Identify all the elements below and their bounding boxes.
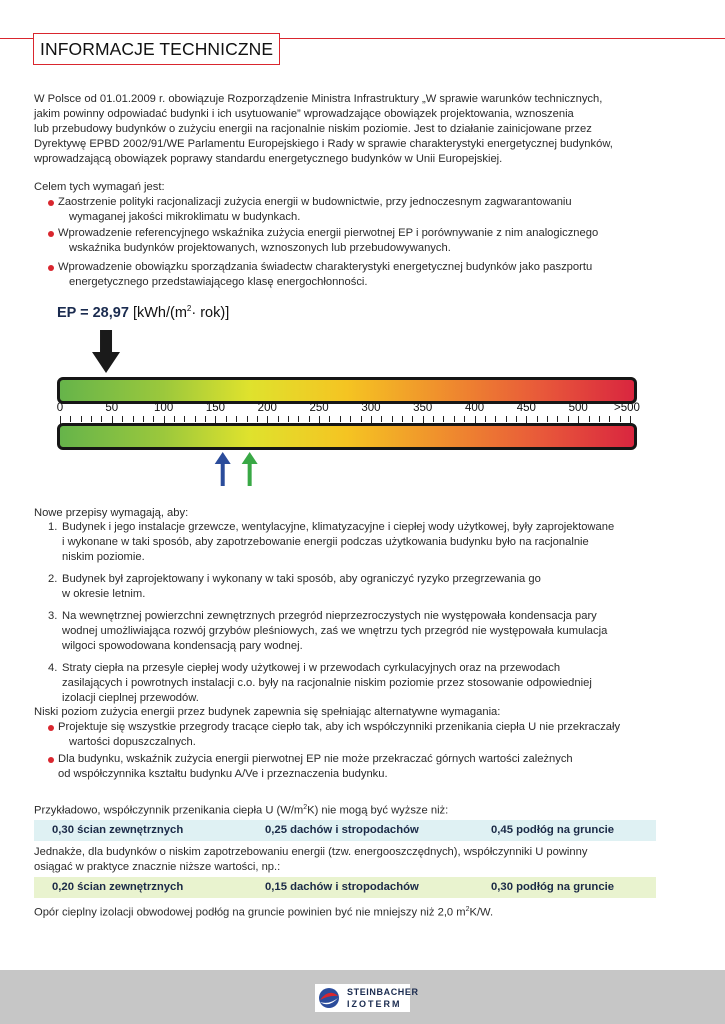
walls-value: 0,20 ścian zewnętrznych [52,881,184,893]
low-use-item: od współczynnika kształtu budynku A/Ve i przeznaczenia budynku. [58,768,388,780]
goal-item: energetycznego przedstawiającego klasę energochłonności. [69,276,368,288]
blue-arrow-icon [215,452,231,486]
roofs-value: 0,15 dachów i stropodachów [265,881,419,893]
scale-tick [91,416,92,422]
energy-scale-bar-bottom [57,423,637,450]
intro-line: jakim powinny odpowiadać budynki i ich usytuowanie” wprowadzające obowiązek projektowania, wznoszenia [34,108,574,120]
rule-line: i wykonane w taki sposób, aby zapotrzebowanie energii podczas użytkowania budynku było na racjonalnie [62,536,589,548]
rule-number: 3. [48,610,58,622]
scale-tick [329,416,330,422]
scale-tick [143,416,144,422]
scale-tick-label: 300 [361,402,381,414]
scale-tick [392,416,393,422]
scale-tick [506,416,507,422]
scale-tick [195,416,196,422]
scale-tick [485,416,486,422]
goal-item: Zaostrzenie polityki racjonalizacji zużycia energii w budownictwie, przy jednoczesnym zagwarantowaniu [58,196,572,208]
scale-tick [153,416,154,422]
final-prefix: Opór cieplny izolacji obwodowej podłóg na gruncie powinien być nie mniejszy niż 2,0 m [34,906,466,919]
scale-tick [298,416,299,422]
rule-line: wilgoci spowodowana kondensacją pary wodnej. [62,640,303,652]
bullet-dot [48,231,54,237]
scale-tick [226,416,227,422]
rule-line: zasilających i powrotnych instalacji c.o. były na racjonalnie niskim poziomie przez stosowanie odpowiedniej [62,677,592,689]
ep-value: EP = 28,97 [57,304,129,321]
logo-line1: STEINBACHER [347,987,419,997]
scale-tick [609,416,610,422]
scale-tick-label: 400 [464,402,485,414]
intro-line: Dyrektywę EPBD 2002/91/WE Parlamentu Europejskiego i Rady w sprawie charakterystyki energetycznej budynków, [34,138,613,150]
goal-item: Wprowadzenie obowiązku sporządzania świadectw charakterystyki energetycznej budynków jako paszportu [58,261,593,273]
scale-tick [599,416,600,422]
scale-tick-label: 200 [257,402,277,414]
example-prefix: Przykładowo, współczynnik przenikania ciepła U (W/m [34,804,304,817]
roofs-value: 0,25 dachów i stropodachów [265,824,419,836]
green-arrow-icon [242,452,258,486]
u-values-row-standard [34,820,656,841]
scale-tick [516,416,517,422]
scale-tick [70,416,71,422]
goal-item: wskaźnika budynków projektowanych, wznoszonych lub przebudowywanych. [69,242,451,254]
u-values-row-low-energy [34,877,656,898]
bullet-dot [48,757,54,763]
scale-tick [402,416,403,422]
intro-line: W Polsce od 01.01.2009 r. obowiązuje Rozporządzenie Ministra Infrastruktury „W sprawie warunków technicznych, [34,93,603,105]
goal-item: wymaganej jakości mikroklimatu w budynkach. [69,211,301,223]
scale-tick [101,416,102,422]
rule-number: 2. [48,573,58,585]
scale-tick-label: >500 [614,402,640,414]
rules-heading: Nowe przepisy wymagają, aby: [34,507,189,519]
up-arrows [0,452,725,488]
scale-tick [537,416,538,422]
rule-number: 4. [48,662,58,674]
scale-tick [350,416,351,422]
scale-tick [122,416,123,422]
scale-tick [568,416,569,422]
scale-tick-label: 500 [568,402,588,414]
low-use-item: wartości dopuszczalnych. [69,736,196,748]
scale-tick [381,416,382,422]
scale-tick [361,416,362,422]
scale-tick [133,416,134,422]
scale-tick [412,416,413,422]
ep-unit-prefix: [kWh/(m [132,304,187,321]
intro-line: lub przebudowy budynków o zużyciu energii na racjonalnie niskim poziomie. Jest to działanie zainicjowane przez [34,123,592,135]
rule-line: niskim poziomie. [62,551,145,563]
ep-label [57,304,229,321]
rule-number: 1. [48,521,58,533]
bullet-dot [48,265,54,271]
logo-line2: IZOTERM [347,999,402,1009]
scale-tick [174,416,175,422]
final-text [34,902,493,921]
page-title: INFORMACJE TECHNICZNE [33,33,280,65]
scale-tick-label: 100 [154,402,174,414]
scale-tick [288,416,289,422]
ep-arrow-icon [0,328,725,376]
rule-line: Straty ciepła na przesyle ciepłej wody użytkowej i w przewodach cyrkulacyjnych oraz na przewodach [62,662,561,674]
scale-tick [454,416,455,422]
scale-tick-label: 0 [56,402,64,414]
bullet-dot [48,200,54,206]
rule-line: Budynek i jego instalacje grzewcze, wentylacyjne, klimatyzacyjne i ciepłej wody użytkowej, były zaprojektowane [62,521,615,533]
goal-item: Wprowadzenie referencyjnego wskaźnika zużycia energii pierwotnej EP i porównywanie z nim analogicznego [58,227,599,239]
walls-value: 0,30 ścian zewnętrznych [52,824,184,836]
scale-tick [309,416,310,422]
bullet-dot [48,725,54,731]
scale-tick [278,416,279,422]
scale-tick [257,416,258,422]
example-text [34,800,448,819]
rule-line: Budynek był zaprojektowany i wykonany w taki sposób, aby ograniczyć ryzyko przegrzewania go [62,573,541,585]
rule-line: w okresie letnim. [62,588,146,600]
scale-tick [433,416,434,422]
floors-value: 0,45 podłóg na gruncie [491,824,615,836]
scale-tick-label: 450 [516,402,536,414]
ep-unit-sup: 2 [186,304,192,313]
scale-tick [495,416,496,422]
scale-tick [620,416,621,422]
rule-line: Na wewnętrznej powierzchni zewnętrznych przegród nieprzezroczystych nie występowała kondensacja pary [62,610,597,622]
scale-tick [236,416,237,422]
scale-tick-label: 250 [309,402,329,414]
scale-tick [589,416,590,422]
scale-tick [205,416,206,422]
low-use-heading: Niski poziom zużycia energii przez budynek zapewnia się spełniając alternatywne wymagania: [34,706,501,718]
floors-value: 0,30 podłóg na gruncie [491,881,615,893]
example-sup: 2 [303,804,308,811]
intro-line: wprowadzającą obowiązek poprawy standardu energetycznego budynków w Unii Europejskiej. [34,153,503,165]
final-sup: 2 [465,906,470,913]
between-line: osiągać w praktyce znacznie niższe wartości, np.: [34,861,281,873]
low-use-item: Dla budynku, wskaźnik zużycia energii pierwotnej EP nie może przekraczać górnych wartości zależnych [58,753,573,765]
example-suffix: K) nie mogą być wyższe niż: [307,804,449,817]
scale-tick-label: 50 [105,402,119,414]
ep-unit-suffix: · rok)] [191,304,230,321]
between-line: Jednakże, dla budynków o niskim zapotrzebowaniu energii (tzw. energooszczędnych), współczynniki U powinny [34,846,588,858]
final-suffix: K/W. [469,906,494,919]
scale-tick [340,416,341,422]
goals-heading: Celem tych wymagań jest: [34,181,165,193]
scale-tick [81,416,82,422]
rule-line: izolacji cieplnej przewodów. [62,692,199,704]
scale-tick [547,416,548,422]
scale-tick [247,416,248,422]
scale-tick [557,416,558,422]
rule-line: wodnej umożliwiająca rozwój grzybów pleśniowych, zaś we wnętrzu tych przegród nie występowała kumulacja [62,625,608,637]
low-use-item: Projektuje się wszystkie przegrody tracące ciepło tak, aby ich współczynniki przenikania ciepła U nie przekraczały [58,721,621,733]
scale-tick-label: 350 [413,402,433,414]
scale-tick-label: 150 [205,402,226,414]
scale-tick [464,416,465,422]
scale-tick [184,416,185,422]
scale-tick [443,416,444,422]
energy-scale-bar-top [57,377,637,404]
